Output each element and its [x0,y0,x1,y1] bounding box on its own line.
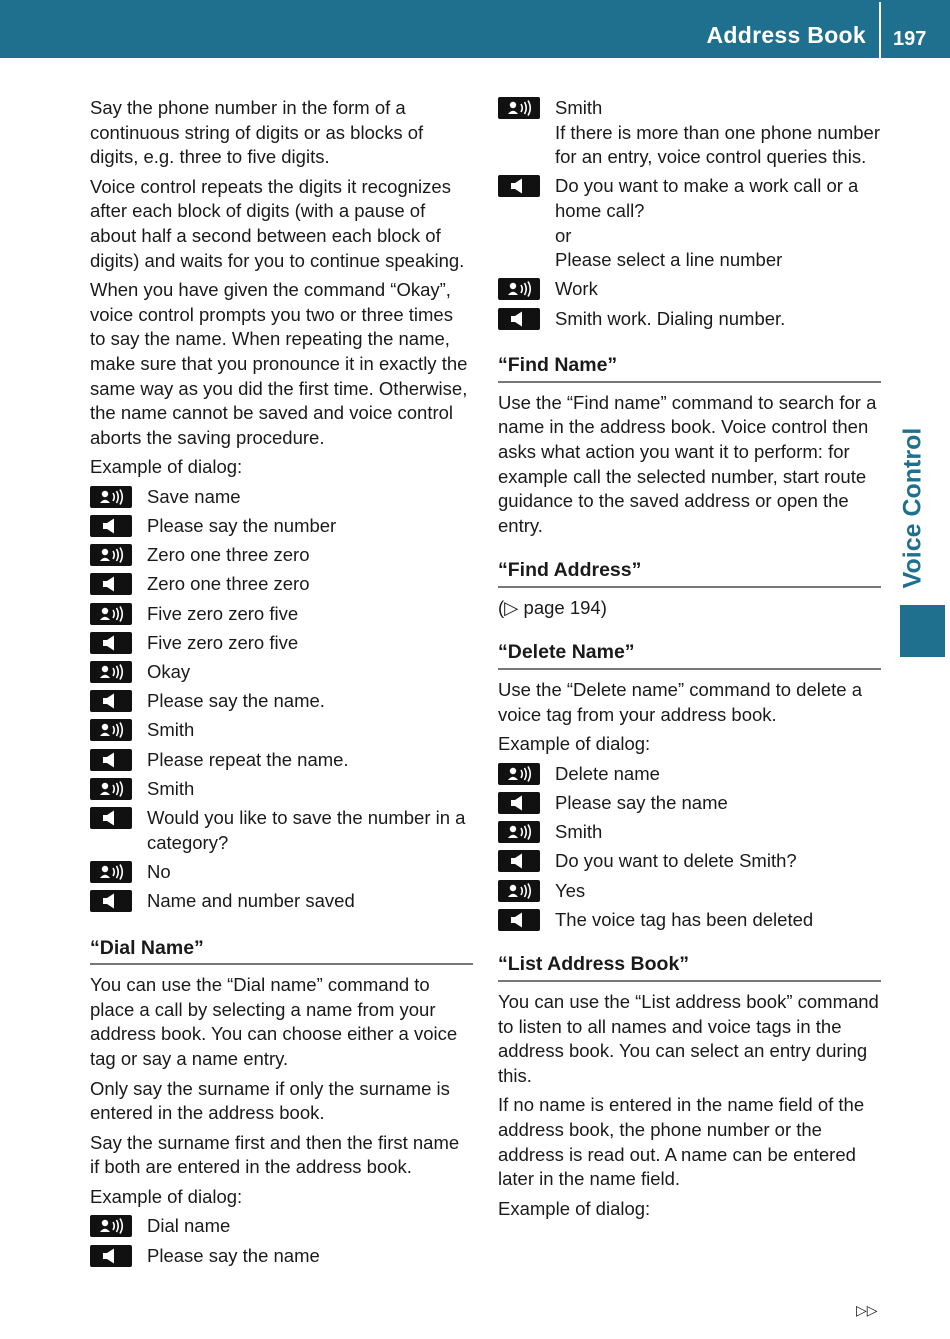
paragraph: Only say the surname if only the surname is entered in the address book. [90,1077,450,1124]
dialog-line [90,889,473,914]
dialog-line [498,762,881,787]
dialog-line [90,543,473,568]
dialog-text: Zero one three zero [147,573,310,595]
dialog-text: Okay [147,661,191,683]
dialog-delete-name [498,762,881,933]
dialog-text: Smith work. Dialing number. [555,307,786,329]
right-column [498,96,881,1226]
dialog-text-group [147,514,473,539]
loudspeaker-icon [90,890,132,912]
page-reference: (▷ page 194) [498,596,607,618]
speaking-person-icon [90,661,132,683]
dialog-text-group [555,820,881,845]
dialog-text-group [555,791,881,816]
paragraph: If no name is entered in the name field of the address book, the phone number or the address is read out. A name can be entered later in the name field. [498,1094,865,1190]
heading-delete-name: “Delete Name” [498,640,881,670]
dialog-text: Please say the name [555,792,728,814]
heading-find-name: “Find Name” [498,353,881,383]
loudspeaker-icon [90,632,132,654]
side-tab-label: Voice Control [898,427,927,589]
dialog-line [90,631,473,656]
dialog-text: Delete name [555,762,660,784]
paragraph: Use the “Delete name” command to delete a voice tag from your address book. [498,679,863,725]
dialog-text-group [555,96,881,170]
speaking-person-icon [90,544,132,566]
dialog-line [90,485,473,510]
paragraph: Example of dialog: [90,456,243,478]
dialog-alt-word: or [555,224,572,246]
page-number: 197 [893,28,927,50]
dialog-text: Do you want to make a work call or a home call? [555,175,859,221]
loudspeaker-icon [498,308,540,330]
dialog-text-group [555,307,881,332]
dialog-text: Please repeat the name. [147,748,349,770]
dialog-text-group [147,602,473,627]
loudspeaker-icon [498,792,540,814]
speaking-person-icon [498,763,540,785]
loudspeaker-icon [90,749,132,771]
loudspeaker-icon [498,850,540,872]
speaking-person-icon [498,821,540,843]
loudspeaker-icon [90,807,132,829]
dialog-dial-name [90,1214,473,1268]
speaking-person-icon [90,603,132,625]
dialog-text-group [555,908,881,933]
dialog-text: Name and number saved [147,889,355,911]
dialog-save-name [90,485,473,914]
continue-marker: ▷▷ [856,1302,878,1318]
dialog-text: Smith [147,777,195,799]
dialog-text-group [147,689,473,714]
heading-find-address: “Find Address” [498,558,881,588]
page-header [0,0,950,58]
loudspeaker-icon [498,909,540,931]
loudspeaker-icon [90,690,132,712]
loudspeaker-icon [90,573,132,595]
dialog-line [90,806,473,855]
dialog-text: Please say the name. [147,690,325,712]
loudspeaker-icon [90,1245,132,1267]
dialog-text-group [147,631,473,656]
dialog-text: The voice tag has been deleted [555,908,814,930]
speaking-person-icon [498,278,540,300]
dialog-text-group [147,889,473,914]
dialog-text: Save name [147,485,241,507]
dialog-text-group [147,718,473,743]
side-tab-block [900,605,945,657]
dialog-text-group [555,762,881,787]
paragraph: When you have given the command “Okay”, voice control prompts you two or three times to say the name. When repeating the name, make sure that you pronounce it in exactly the same way as you did the first time. Otherwise, the name cannot be saved and voice control aborts the saving procedure. [90,279,468,448]
speaking-person-icon [90,778,132,800]
dialog-text-group [147,660,473,685]
dialog-text-group [147,748,473,773]
dialog-text: Five zero zero five [147,631,299,653]
dialog-line [498,277,881,302]
dialog-text-group [147,860,473,885]
dialog-line [498,174,881,272]
dialog-dial-name-continued [498,96,881,331]
dialog-line [498,307,881,332]
paragraph: Say the phone number in the form of a continuous string of digits or as blocks of digits, e.g. three to five digits. [90,97,424,168]
speaking-person-icon [90,486,132,508]
paragraph: Use the “Find name” command to search for a name in the address book. Voice control then asks what action you want it to perform: for example call the selected number, start route guidance to the saved address or open the entry. [498,391,877,536]
paragraph: You can use the “Dial name” command to place a call by selecting a name from your address book. You can choose either a voice tag or say a name entry. [90,974,458,1069]
dialog-text: Work [555,278,598,300]
dialog-text: Do you want to delete Smith? [555,850,797,872]
loudspeaker-icon [90,515,132,537]
dialog-text: No [147,860,171,882]
dialog-text-group [555,277,881,302]
dialog-text-group [147,1214,473,1239]
dialog-text: Would you like to save the number in a category? [147,806,466,853]
dialog-line [90,860,473,885]
dialog-text: Five zero zero five [147,602,299,624]
dialog-line [498,908,881,933]
dialog-line [90,748,473,773]
dialog-text-group [147,806,473,855]
dialog-line [90,777,473,802]
dialog-line [90,1214,473,1239]
dialog-line [90,1244,473,1269]
dialog-line [498,849,881,874]
section-title: Address Book [706,22,866,48]
speaking-person-icon [90,1215,132,1237]
paragraph: You can use the “List address book” command to listen to all names and voice tags in the address book. You can select an entry during this. [498,990,879,1086]
paragraph: Example of dialog: [498,733,651,755]
dialog-line [498,96,881,170]
dialog-text-group [555,849,881,874]
left-column [90,96,473,1273]
dialog-text: Please say the name [147,1244,320,1266]
speaking-person-icon [90,861,132,883]
dialog-line [90,660,473,685]
dialog-line [498,791,881,816]
heading-list-address-book: “List Address Book” [498,952,881,982]
dialog-text: Smith [147,719,195,741]
loudspeaker-icon [498,175,540,197]
speaking-person-icon [498,880,540,902]
dialog-text-group [147,777,473,802]
dialog-text-group [147,485,473,510]
dialog-alt-text: Please select a line number [555,249,783,271]
dialog-note: If there is more than one phone number for an entry, voice control queries this. [555,121,880,168]
dialog-text: Smith [555,97,603,118]
dialog-line [90,572,473,597]
dialog-line [90,718,473,743]
speaking-person-icon [498,97,540,119]
dialog-line [90,602,473,627]
dialog-text-group [555,174,881,272]
paragraph: Say the surname first and then the first name if both are entered in the address book. [90,1131,460,1178]
dialog-text: Please say the number [147,515,337,537]
dialog-line [90,514,473,539]
dialog-text: Yes [555,879,586,901]
speaking-person-icon [90,719,132,741]
paragraph: Voice control repeats the digits it recognizes after each block of digits (with a pause of about half a second between each block of digits) and waits for you to continue speaking. [90,175,465,271]
dialog-line [90,689,473,714]
dialog-text: Dial name [147,1215,231,1237]
dialog-text-group [147,572,473,597]
paragraph: Example of dialog: [90,1185,243,1207]
dialog-text-group [147,1244,473,1269]
dialog-text-group [147,543,473,568]
dialog-line [498,820,881,845]
dialog-text-group [555,879,881,904]
dialog-text: Smith [555,821,603,843]
dialog-text: Zero one three zero [147,544,310,566]
paragraph: Example of dialog: [498,1197,651,1219]
header-divider [879,2,881,58]
heading-dial-name: “Dial Name” [90,936,473,966]
dialog-line [498,879,881,904]
